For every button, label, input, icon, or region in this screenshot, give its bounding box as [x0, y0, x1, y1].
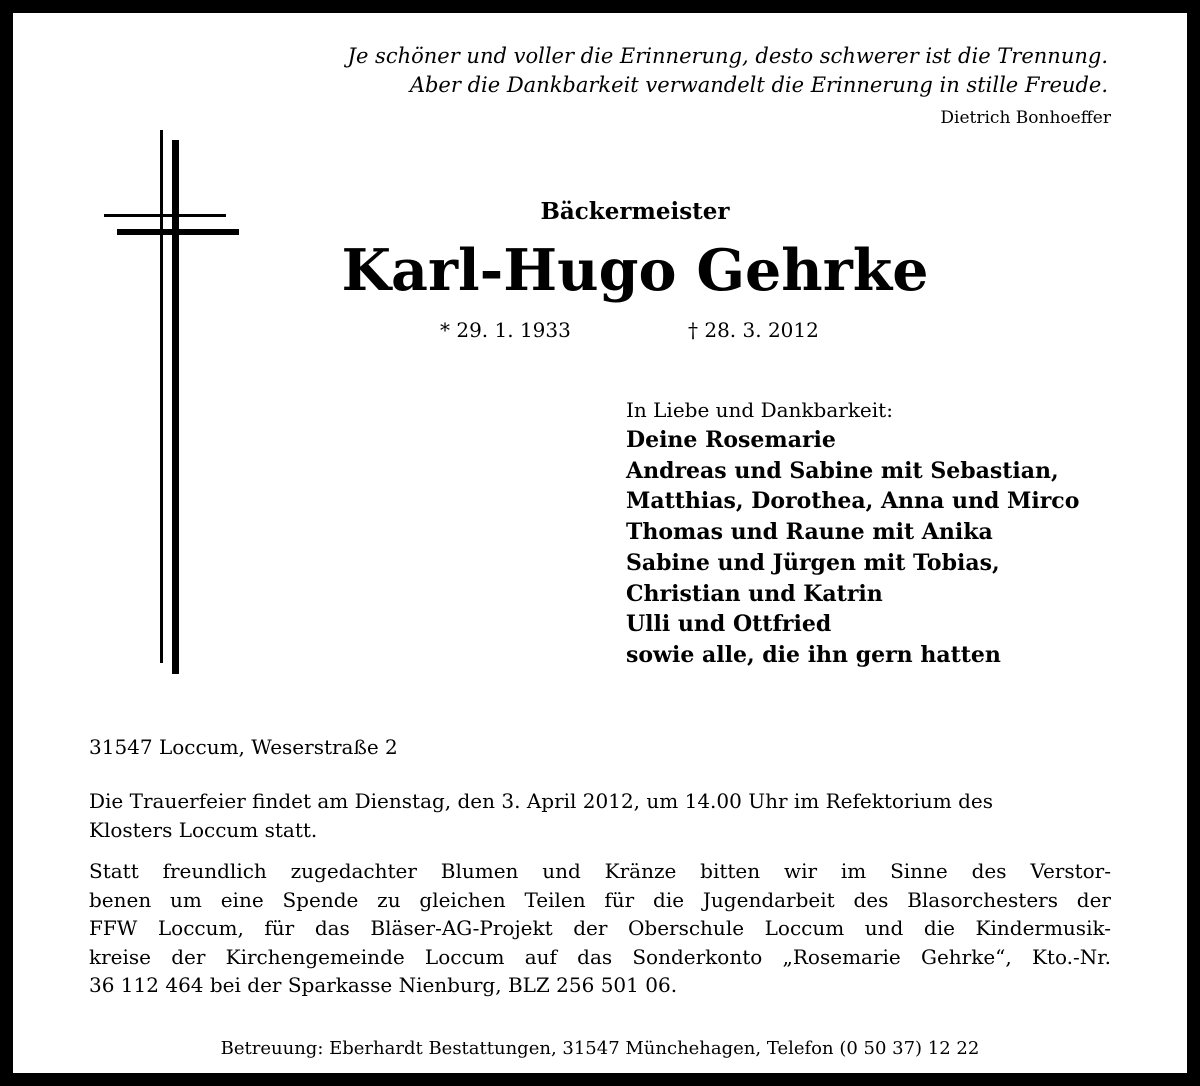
mourner-line: Andreas und Sabine mit Sebastian,	[626, 457, 1059, 484]
quote-line: Je schöner und voller die Erinnerung, desto schwerer ist die Trennung.	[347, 44, 1108, 68]
deceased-profession: Bäckermeister	[540, 198, 730, 225]
donation-info	[89, 857, 1111, 1000]
donation-line: Statt freundlich zugedachter Blumen und Kränze bitten wir im Sinne des Verstor-	[89, 859, 1111, 883]
funeral-line: Die Trauerfeier findet am Dienstag, den 3. April 2012, um 14.00 Uhr im Refektorium des	[89, 789, 993, 813]
funeral-home-footer: Betreuung: Eberhardt Bestattungen, 31547 Münchehagen, Telefon (0 50 37) 12 22	[220, 1038, 980, 1059]
cross-vertical-thin	[160, 130, 163, 663]
mourner-line: Christian und Katrin	[626, 580, 883, 607]
mourners-block	[626, 396, 1146, 671]
quote-line: Aber die Dankbarkeit verwandelt die Erinnerung in stille Freude.	[409, 73, 1108, 97]
donation-line: benen um eine Spende zu gleichen Teilen für die Jugendarbeit des Blasorchesters der	[89, 887, 1111, 912]
mourner-line: sowie alle, die ihn gern hatten	[626, 641, 1001, 668]
donation-line: 36 112 464 bei der Sparkasse Nienburg, BLZ 256 501 06.	[89, 973, 678, 997]
mourner-line: Deine Rosemarie	[626, 427, 836, 453]
quote	[230, 42, 1108, 100]
mourner-line: Thomas und Raune mit Anika	[626, 519, 993, 546]
mourner-line: Ulli und Ottfried	[626, 611, 832, 638]
mourner-line: Matthias, Dorothea, Anna und Mirco	[626, 488, 1080, 515]
donation-line: FFW Loccum, für das Bläser-AG-Projekt der Oberschule Loccum und die Kindermusik-	[89, 916, 1111, 940]
death-date: † 28. 3. 2012	[688, 318, 819, 342]
quote-author: Dietrich Bonhoeffer	[940, 108, 1111, 128]
donation-line: kreise der Kirchengemeinde Loccum auf das Sonderkonto „Rosemarie Gehrke“, Kto.-Nr.	[89, 944, 1111, 969]
funeral-info	[89, 787, 1111, 844]
mourners-intro: In Liebe und Dankbarkeit:	[626, 398, 893, 422]
family-address: 31547 Loccum, Weserstraße 2	[89, 735, 398, 759]
birth-date: * 29. 1. 1933	[440, 318, 571, 342]
deceased-name: Karl-Hugo Gehrke	[341, 237, 929, 304]
funeral-line: Klosters Loccum statt.	[89, 817, 318, 842]
cross-horizontal-thin	[104, 214, 226, 217]
cross-horizontal-thick	[117, 229, 239, 235]
mourner-line: Sabine und Jürgen mit Tobias,	[626, 549, 1000, 576]
cross-vertical-thick	[172, 140, 179, 674]
